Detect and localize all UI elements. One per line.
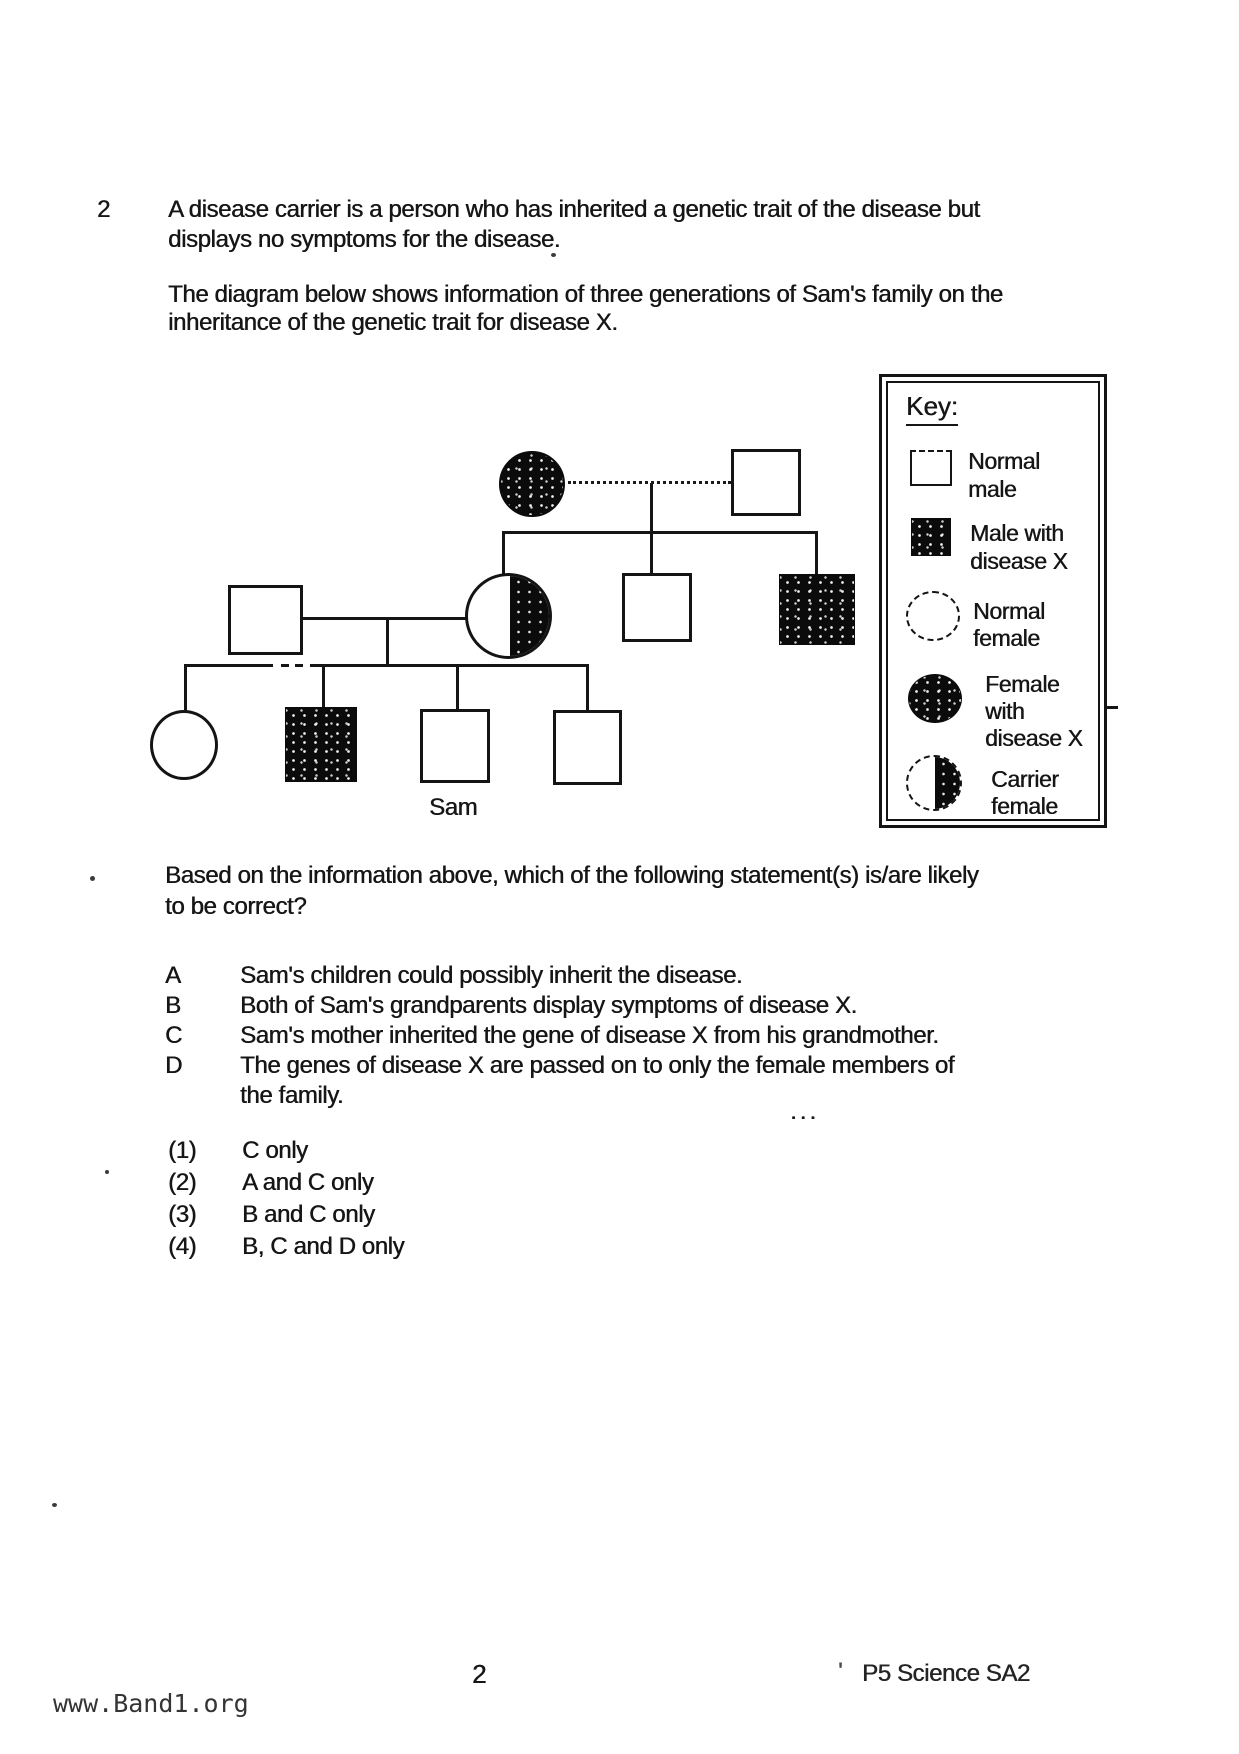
gen2-marriage-line [302,617,466,620]
gen3-brother-disease-filled-square [285,707,357,782]
gen1-grandmother-filled-circle [499,451,565,517]
scan-line-gap [273,663,281,668]
gen2-drop-to-uncle-disease [815,531,818,577]
gen2-mother-filled-half [510,573,552,659]
choice-number: (4) [168,1233,197,1260]
choice-text: B, C and D only [242,1233,405,1260]
key-label: Male with [970,520,1064,546]
stem-line-2: displays no symptoms for the disease. [168,226,561,253]
scan-tick-mark [1104,706,1118,709]
choice-text: B and C only [242,1201,375,1228]
choice-number: (1) [168,1137,197,1164]
prompt-line-1: Based on the information above, which of the following statement(s) is/are likely [165,862,979,889]
footer-site-url: www.Band1.org [53,1689,249,1718]
gen1-descent-line [650,483,653,575]
gen2-sibship-line [502,531,818,534]
key-label: female [973,625,1040,651]
statement-text-continued: the family. [240,1082,344,1109]
gen3-drop-to-sam [456,664,459,710]
gen1-grandfather-square [731,449,801,516]
key-label: male [968,476,1017,502]
key-label: Normal [968,448,1040,474]
gen3-sister-circle [150,710,218,780]
scan-speck [90,876,95,881]
stem-line-1: A disease carrier is a person who has inherited a genetic trait of the disease but [168,196,980,223]
scan-line-gap [303,663,310,668]
key-label: disease X [985,725,1083,751]
choice-text: A and C only [242,1169,374,1196]
question-number: 2 [97,196,110,223]
gen2-drop-to-mother [502,531,505,577]
statement-letter: C [165,1022,182,1049]
scan-ellipsis: ... [790,1098,820,1125]
choice-number: (3) [168,1201,197,1228]
footer-doc-label: P5 Science SA2 [862,1660,1030,1687]
gen3-brother-square [553,710,622,785]
statement-letter: D [165,1052,182,1079]
key-normal-female-icon [906,591,960,641]
key-label: Carrier [991,766,1059,792]
key-title: Key: [906,391,958,426]
page-number: 2 [472,1659,487,1689]
choice-number: (2) [168,1169,197,1196]
statement-letter: B [165,992,181,1019]
sam-label: Sam [429,794,478,821]
intro-line-2: inheritance of the genetic trait for disease X. [168,309,618,336]
key-carrier-female-icon [906,755,962,811]
gen3-sam-square [420,709,490,783]
key-female-disease-icon [908,674,962,723]
scan-tick-text: ' [838,1658,843,1685]
choice-text: C only [242,1137,308,1164]
gen3-drop-to-brother-disease [322,664,325,708]
statement-text: The genes of disease X are passed on to only the female members of [240,1052,955,1079]
key-normal-male-icon [910,450,952,486]
scan-speck [52,1503,57,1507]
key-male-disease-icon [911,518,951,556]
statement-text: Both of Sam's grandparents display symptoms of disease X. [240,992,857,1019]
scan-speck [551,253,556,257]
gen2-uncle-disease-filled-square [779,574,855,645]
statement-text: Sam's children could possibly inherit the disease. [240,962,743,989]
key-label: female [991,793,1058,819]
statement-text: Sam's mother inherited the gene of disease X from his grandmother. [240,1022,939,1049]
gen3-drop-to-brother [586,664,589,711]
gen3-drop-to-sister [184,664,187,711]
statement-letter: A [165,962,181,989]
gen2-father-square [228,585,303,655]
gen2-uncle-normal-square [622,573,692,642]
prompt-line-2: to be correct? [165,893,307,920]
key-box [879,374,1107,828]
gen2-mother-carrier-half-circle [465,573,552,659]
gen3-sibship-line [184,664,589,667]
gen3-descent-line [386,619,389,666]
key-carrier-filled-half [935,755,962,811]
key-label: Normal [973,598,1045,624]
intro-line-1: The diagram below shows information of three generations of Sam's family on the [168,281,1003,308]
key-label: Female [985,671,1060,697]
key-label: disease X [970,548,1068,574]
scan-line-gap [289,663,295,668]
key-label: with [985,698,1025,724]
scan-speck [105,1170,109,1174]
